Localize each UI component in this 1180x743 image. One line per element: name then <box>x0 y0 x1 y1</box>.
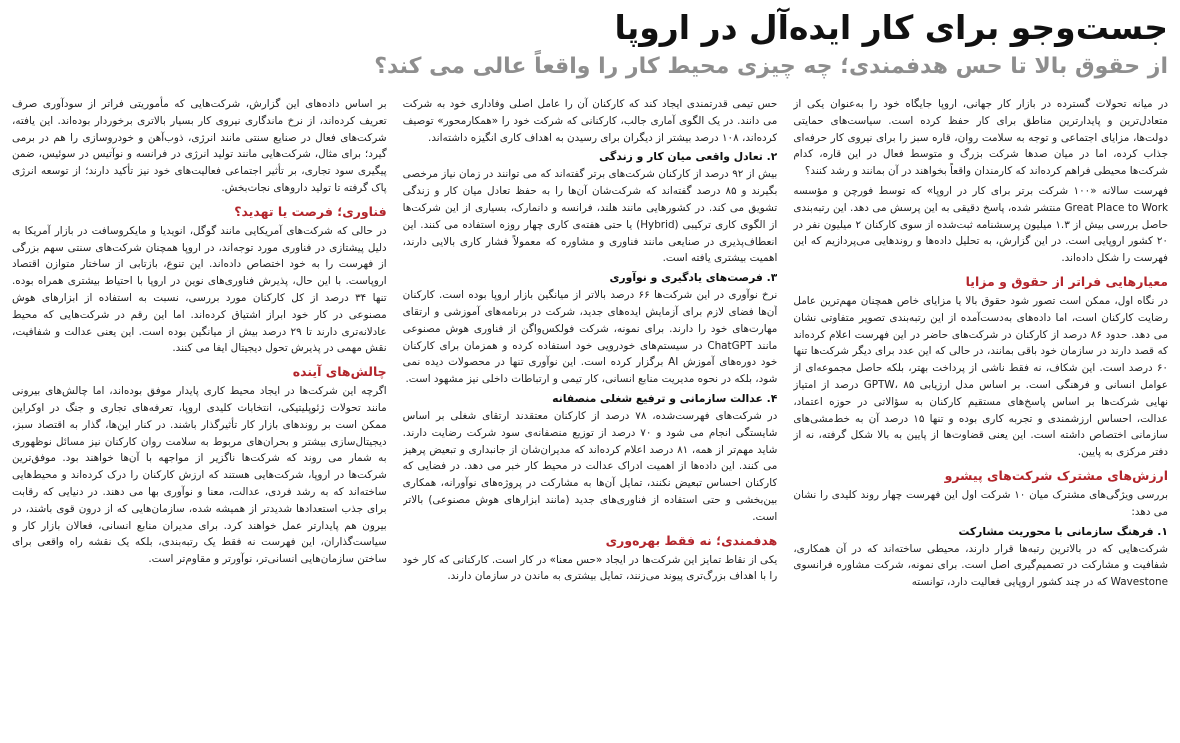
section-heading: فناوری؛ فرصت یا تهدید؟ <box>234 203 387 219</box>
paragraph: بر اساس داده‌های این گزارش، شرکت‌هایی که مأموریتی فراتر از سودآوری صرف تعریف کرده‌اند، از نرخ ماندگاری نیروی کار بسیار بالاتری برخوردار بوده‌اند. این یافته، شرکت‌های فعال در صنایع سنتی مانند انرژی، ذوب‌آهن و خودروسازی را هم در برمی گیرد؛ برای مثال، شرکت‌هایی مانند تولید انرژی در فرانسه و نوآتیس در سوئیس، ضمن پیگیری سود تجاری، بر تأثیر اجتماعی فعالیت‌های خود نیز تأکید دارند؛ از توسعه انرژی پاک گرفته تا تولید داروهای نجات‌بخش. <box>11 98 387 194</box>
paragraph: در شرکت‌های فهرست‌شده، ۷۸ درصد از کارکنان معتقدند ارتقای شغلی بر اساس شایستگی انجام می شود و ۷۰ درصد از توزیع منصفانه‌ی سود شرکت رضایت دارند. شاید مهم‌تر از همه، ۸۱ درصد اعلام کرده‌اند که مدیران‌شان از جانبداری و تبعیض پرهیز می کنند. این داده‌ها از اهمیت ادراک عدالت در محیط کار خبر می دهد. در فضایی که کارکنان احساس تبعیض نکنند، تمایل آن‌ها به مشارکت در پروژه‌های نوآورانه، همکاری بین‌بخشی و حتی استفاده از فناوری‌های جدید (مانند ابزارهای هوش مصنوعی) بالاتر است. <box>402 409 778 523</box>
article-columns <box>12 96 1168 737</box>
paragraph: اگرچه این شرکت‌ها در ایجاد محیط کاری پایدار موفق بوده‌اند، اما چالش‌های بیرونی مانند تحولات ژئوپلیتیکی، انتخابات کلیدی اروپا، تعرفه‌های تجاری و جنگ در اوکراین ممکن است بر روندهای بازار کار تأثیرگذار باشند. در کنار این‌ها، گذار به اقتصاد سبز، دیجیتال‌سازی بیشتر و بحران‌های مربوط به سلامت روان کارکنان نیز مسائل نوظهوری به شمار می روند که شرکت‌ها ناگزیر از مواجهه با آن‌ها خواهند بود. موفق‌ترین شرکت‌ها در اروپا، شرکت‌هایی هستند که ارزش کارکنان را درک کرده‌اند و محیط‌هایی ساخته‌اند که به رشد فردی، عدالت، معنا و نوآوری بها می دهند. در دنیایی که رقابت برای جذب استعدادها شدیدتر از همیشه شده، سازمان‌هایی که از درون قوی باشند، در بیرون هم پایدارتر عمل خواهند کرد. برای مدیران منابع انسانی، فعالان بازار کار و سیاست‌گذاران، این فهرست نه فقط یک رتبه‌بندی، بلکه یک نقشه راه واقعی برای ساختن سازمان‌هایی انسانی‌تر، نوآورتر و مقاوم‌تر است. <box>11 385 387 566</box>
article-subtitle: از حقوق بالا تا حس هدفمندی؛ چه چیزی محیط کار را واقعاً عالی می کند؟ <box>374 54 1168 79</box>
column-left <box>12 96 387 737</box>
paragraph: در نگاه اول، ممکن است تصور شود حقوق بالا یا مزایای خاص همچنان مهم‌ترین عامل رضایت کارکنان است، اما داده‌های به‌دست‌آمده از این رتبه‌بندی تصویر متفاوتی نشان می دهد. حدود ۸۶ درصد از کارکنان در شرکت‌های حاضر در این فهرست اعلام کرده‌اند که قصد دارند در سازمان خود باقی بمانند، در حالی که این عدد برای دیگر شرکت‌ها تنها ۶۰ درصد است. این شکاف، نه فقط ناشی از پرداخت بهتر، بلکه حاصل مجموعه‌ای از عوامل انسانی و فرهنگی است. بر اساس مدل ارزیابی GPTW، ۸۵ درصد از امتیاز نهایی شرکت‌ها بر اساس پاسخ‌های مستقیم کارکنان به سؤالاتی در حوزه اعتماد، عدالت، احساس ارزشمندی و تجربه کاری بوده و تنها ۱۵ درصد آن به خط‌مشی‌های سازمانی اختصاص داشته است. این یعنی قضاوت‌ها از پایین به بالا شکل گرفته، نه از دفتر مرکزی به پایین. <box>793 294 1168 459</box>
paragraph: یکی از نقاط تمایز این شرکت‌ها در ایجاد «حس معنا» در کار است. کارکنانی که کار خود را با اهداف بزرگ‌تری پیوند می‌زنند، تمایل بیشتری به ماندن در سازمان دارند. <box>402 553 778 583</box>
section-heading: هدفمندی؛ نه فقط بهره‌وری <box>605 532 778 548</box>
paragraph: بررسی ویژگی‌های مشترک میان ۱۰ شرکت اول این فهرست چهار روند کلیدی را نشان می دهد: <box>793 488 1168 518</box>
section-heading: معیارهایی فراتر از حقوق و مزایا <box>965 273 1168 289</box>
paragraph: در حالی که شرکت‌های آمریکایی مانند گوگل، انویدیا و مایکروسافت در بازار آمریکا به دلیل پیشتازی در فناوری مورد توجه‌اند، در اروپا همچنان شرکت‌های سنتی سهم بزرگی از فهرست را به خود اختصاص داده‌اند. این تنوع، بازتابی از ساختار متوازن اقتصاد اروپاست. با این حال، پذیرش فناوری‌های نوین در اروپا با احتیاط بیشتری همراه بوده. تنها ۳۴ درصد از کل کارکنان مورد بررسی، نسبت به استفاده از ابزارهای هوش مصنوعی در کار خود ابراز اشتیاق کرده‌اند. اما این رقم در شرکت‌هایی که محیط عادلانه‌تری دارند تا ۲۹ درصد بیش از میانگین بوده است. این یعنی عدالت و شفافیت، نقش مهمی در پذیرش تحول دیجیتال ایفا می کنند. <box>11 224 387 355</box>
section-heading: چالش‌های آینده <box>292 364 387 380</box>
paragraph: حس تیمی قدرتمندی ایجاد کند که کارکنان آن را عامل اصلی وفاداری خود به شرکت می دانند. در یک الگوی آماری جالب، کارکنانی که شرکت خود را «همکارمحور» توصیف کرده‌اند، ۱۰۸ درصد بیشتر از دیگران برای رسیدن به اهداف کاری انگیزه داشته‌اند. <box>402 98 778 144</box>
column-right <box>793 96 1168 737</box>
subsection-heading: ۳. فرصت‌های یادگیری و نوآوری <box>609 271 778 285</box>
paragraph: بیش از ۹۲ درصد از کارکنان شرکت‌های برتر گفته‌اند که می توانند در زمان نیاز مرخصی بگیرند و ۸۵ درصد گفته‌اند که شرکت‌شان آن‌ها را به حفظ تعادل میان کار و زندگی تشویق می کند. در کشورهایی مانند هلند، فرانسه و دانمارک، بسیاری از این شرکت‌ها از الگوی کاری ترکیبی (Hybrid) یا حتی هفته‌ی کاری چهار روزه استفاده می کنند. این انعطاف‌پذیری در صنایعی مانند فناوری و مشاوره که معمولاً فشار کاری بالایی دارند، اهمیت بیشتری یافته است. <box>402 168 778 265</box>
article-title: جست‌وجو برای کار ایده‌آل در اروپا <box>614 8 1168 47</box>
paragraph: در میانه تحولات گسترده در بازار کار جهانی، اروپا جایگاه خود را به‌عنوان یکی از متعادل‌ترین و پایدارترین مناطق برای کار حفظ کرده است. سیاست‌های حمایتی دولت‌ها، مزایای اجتماعی و توجه به سلامت روان، قاره سبز را برای نیروی کار حرفه‌ای جذاب کرده، اما در میان صدها شرکت بزرگ و متوسط فعال در این قاره، کدام شرکت‌ها محیطی فراهم کرده‌اند که کارمندان واقعاً بخواهند در آن بمانند و رشد کنند؟ <box>793 98 1168 178</box>
subsection-heading: ۲. تعادل واقعی میان کار و زندگی <box>599 150 778 164</box>
subsection-heading: ۴. عدالت سازمانی و ترفیع شغلی منصفانه <box>552 391 778 405</box>
section-heading: ارزش‌های مشترک شرکت‌های پیشرو <box>944 467 1168 483</box>
paragraph: فهرست سالانه «۱۰۰ شرکت برتر برای کار در اروپا» که توسط فورچن و مؤسسه Great Place to Work منتشر شده، پاسخ دقیقی به این پرسش می دهد. این رتبه‌بندی حاصل بررسی بیش از ۱.۳ میلیون پرسشنامه ثبت‌شده از سوی کارکنان ۲ میلیون نفر در ۲۰ کشور اروپایی است. در این گزارش، به تحلیل داده‌ها و روندهایی می‌پردازیم که این فهرست را شکل داده‌اند. <box>793 184 1168 265</box>
column-middle <box>403 96 778 737</box>
paragraph: شرکت‌هایی که در بالاترین رتبه‌ها قرار دارند، محیطی ساخته‌اند که در آن همکاری، شفافیت و مشارکت در تصمیم‌گیری اصل است. برای نمونه، شرکت مشاوره فرانسوی Wavestone که در چند کشور اروپایی فعالیت دارد، توانسته <box>793 542 1168 589</box>
subsection-heading: ۱. فرهنگ سازمانی با محوریت مشارکت <box>958 524 1168 538</box>
paragraph: نرخ نوآوری در این شرکت‌ها ۶۶ درصد بالاتر از میانگین بازار اروپا بوده است. کارکنان آن‌ها فضای لازم برای آزمایش ایده‌های جدید، شرکت در برنامه‌های آموزشی و ارتقای مهارت‌های خود را دارند. برای نمونه، شرکت فولکس‌واگن از فناوری هوش مصنوعی مانند ChatGPT در سیستم‌های خودرویی خود استفاده کرده و همزمان برای کارکنان خود دوره‌های آموزش AI برگزار کرده است. این نوآوری تنها در محصولات دیده نمی شود، بلکه در نحوه مدیریت منابع انسانی، کار تیمی و ارتباطات داخلی نیز مشهود است. <box>402 289 778 386</box>
